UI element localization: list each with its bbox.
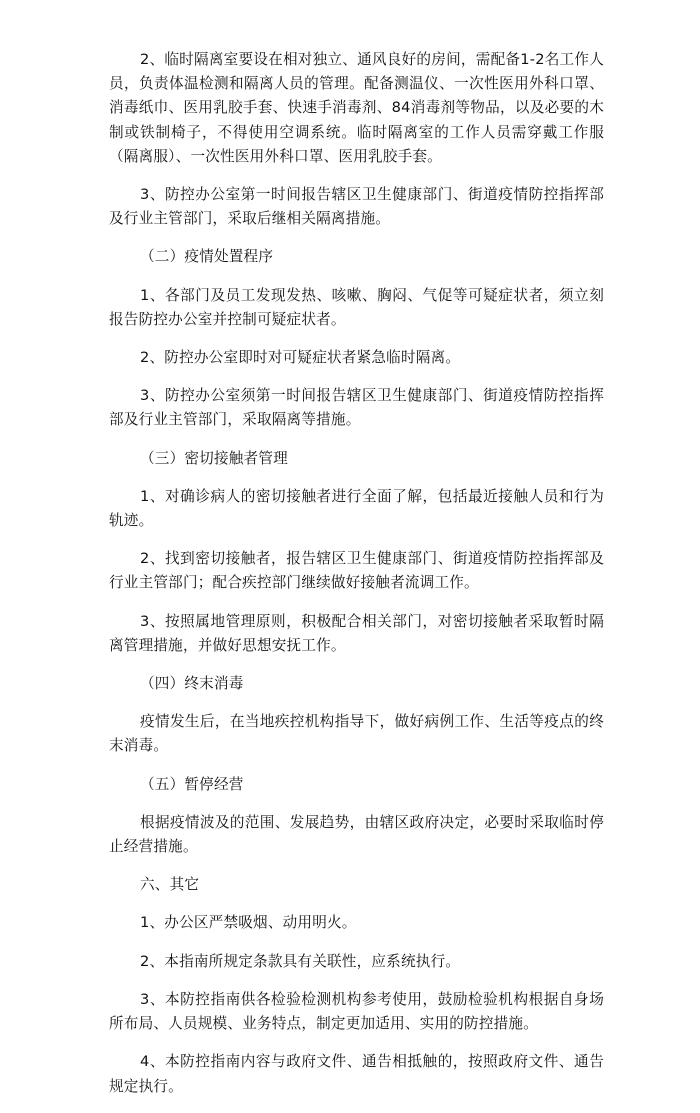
paragraph-contact-tracing: 1、对确诊病人的密切接触者进行全面了解，包括最近接触人员和行为轨迹。 (109, 487, 604, 530)
paragraph-isolation-room: 2、临时隔离室要设在相对独立、通风良好的房间，需配备1-2名工作人员，负责体温检测和隔离人员的管理。配备测温仪、一次性医用外科口罩、消毒纸巾、医用乳胶手套、快速手消毒剂、84消毒剂等物品，以及必要的木制或铁制椅子，不得使用空调系统。临时隔离室的工作人员需穿戴工作服（隔离服）、一次性医用外科口罩、医用乳胶手套。 (109, 51, 604, 165)
section-heading-handling-procedure: （二）疫情处置程序 (140, 248, 274, 266)
paragraph-government-priority: 4、本防控指南内容与政府文件、通告相抵触的，按照政府文件、通告规定执行。 (109, 1053, 604, 1095)
paragraph-disinfection: 疫情发生后，在当地疾控机构指导下，做好病例工作、生活等疫点的终末消毒。 (109, 713, 604, 755)
paragraph-system-execution: 2、本指南所规定条款具有关联性，应系统执行。 (140, 952, 461, 970)
paragraph-report-follow-up: 3、防控办公室第一时间报告辖区卫生健康部门、街道疫情防控指挥部及行业主管部门，采取后继相关隔离措施。 (109, 186, 604, 228)
section-heading-close-contacts: （三）密切接触者管理 (140, 449, 288, 467)
paragraph-no-smoking: 1、办公区严禁吸烟、动用明火。 (140, 914, 357, 932)
paragraph-reference-use: 3、本防控指南供各检验检测机构参考使用，鼓励检验机构根据自身场所布局、人员规模、业务特点，制定更加适用、实用的防控措施。 (109, 990, 604, 1033)
paragraph-temporary-isolation: 3、按照属地管理原则，积极配合相关部门，对密切接触者采取暂时隔离管理措施，并做好思想安抚工作。 (109, 612, 604, 654)
paragraph-emergency-isolation: 2、防控办公室即时对可疑症状者紧急临时隔离。 (140, 349, 461, 367)
document-page (109, 48, 604, 1113)
paragraph-suspend-operation: 根据疫情波及的范围、发展趋势，由辖区政府决定，必要时采取临时停止经营措施。 (109, 813, 604, 856)
section-heading-terminal-disinfection: （四）终末消毒 (140, 675, 244, 693)
paragraph-find-contacts: 2、找到密切接触者，报告辖区卫生健康部门、街道疫情防控指挥部及行业主管部门；配合疾控部门继续做好接触者流调工作。 (109, 550, 604, 592)
section-heading-others: 六、其它 (140, 876, 200, 894)
paragraph-report-symptoms: 1、各部门及员工发现发热、咳嗽、胸闷、气促等可疑症状者，须立刻报告防控办公室并控制可疑症状者。 (109, 286, 604, 328)
section-heading-suspend-operation: （五）暂停经营 (140, 775, 244, 793)
paragraph-report-authorities: 3、防控办公室须第一时间报告辖区卫生健康部门、街道疫情防控指挥部及行业主管部门，采取隔离等措施。 (109, 387, 604, 429)
